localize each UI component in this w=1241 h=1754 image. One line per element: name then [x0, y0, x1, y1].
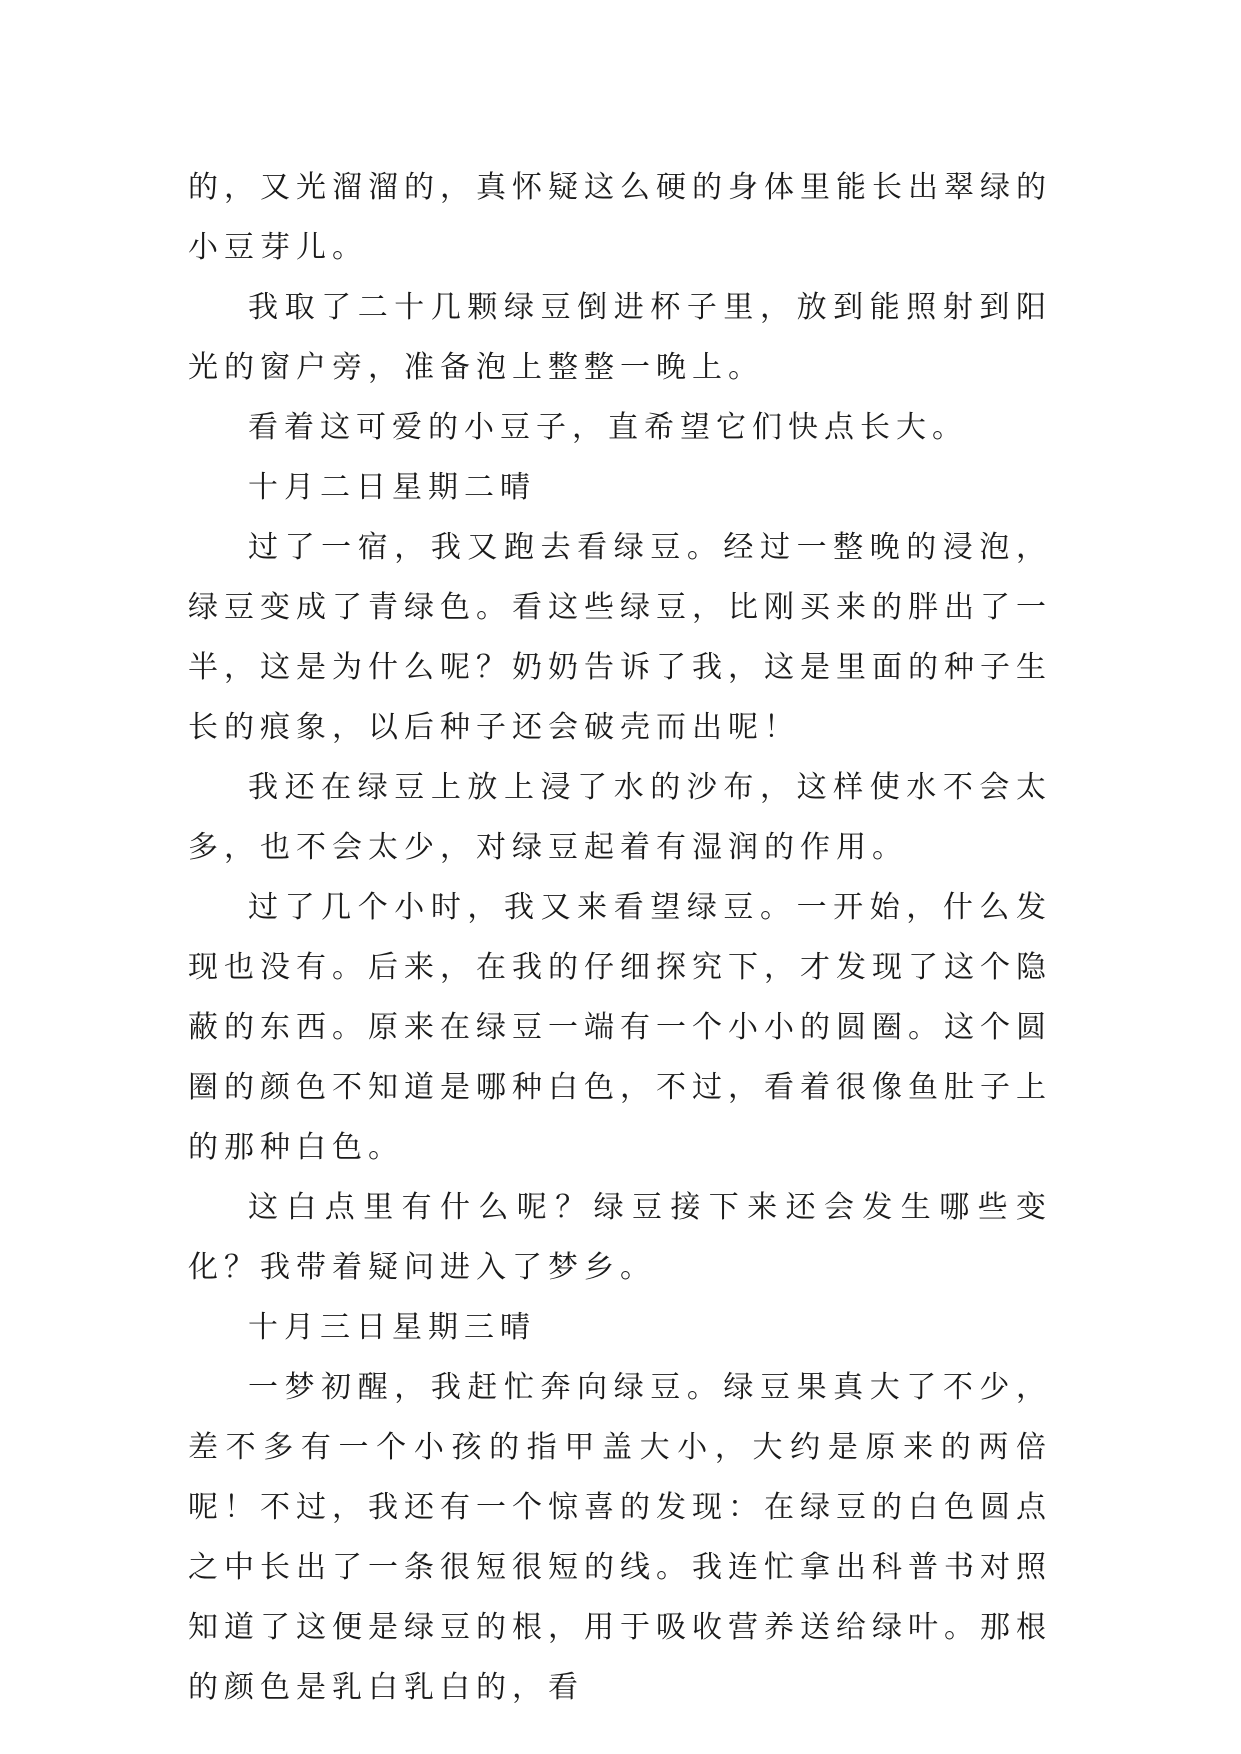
diary-date-heading-oct-2: 十月二日星期二晴 [248, 470, 536, 505]
paragraph-8: 这白点里有什么呢？绿豆接下来还会发生哪些变化？我带着疑问进入了梦乡。 [188, 1190, 1052, 1285]
paragraph-1: 的，又光溜溜的，真怀疑这么硬的身体里能长出翠绿的小豆芽儿。 [188, 170, 1052, 265]
paragraph-7: 过了几个小时，我又来看望绿豆。一开始，什么发现也没有。后来，在我的仔细探究下，才发现了这个隐蔽的东西。原来在绿豆一端有一个小小的圆圈。这个圆圈的颜色不知道是哪种白色，不过，看着很像鱼肚子上的那种白色。 [188, 890, 1052, 1165]
diary-date-heading-oct-3: 十月三日星期三晴 [248, 1310, 536, 1345]
paragraph-3: 看着这可爱的小豆子，直希望它们快点长大。 [248, 410, 968, 445]
document-body [188, 158, 1052, 1718]
paragraph-6: 我还在绿豆上放上浸了水的沙布，这样使水不会太多，也不会太少，对绿豆起着有湿润的作用。 [188, 770, 1052, 865]
paragraph-5: 过了一宿，我又跑去看绿豆。经过一整晚的浸泡，绿豆变成了青绿色。看这些绿豆，比刚买来的胖出了一半，这是为什么呢？奶奶告诉了我，这是里面的种子生长的痕象，以后种子还会破壳而出呢！ [188, 530, 1052, 745]
paragraph-2: 我取了二十几颗绿豆倒进杯子里，放到能照射到阳光的窗户旁，准备泡上整整一晚上。 [188, 290, 1052, 385]
paragraph-10: 一梦初醒，我赶忙奔向绿豆。绿豆果真大了不少，差不多有一个小孩的指甲盖大小，大约是原来的两倍呢！不过，我还有一个惊喜的发现：在绿豆的白色圆点之中长出了一条很短很短的线。我连忙拿出科普书对照知道了这便是绿豆的根，用于吸收营养送给绿叶。那根的颜色是乳白乳白的，看 [188, 1370, 1052, 1705]
